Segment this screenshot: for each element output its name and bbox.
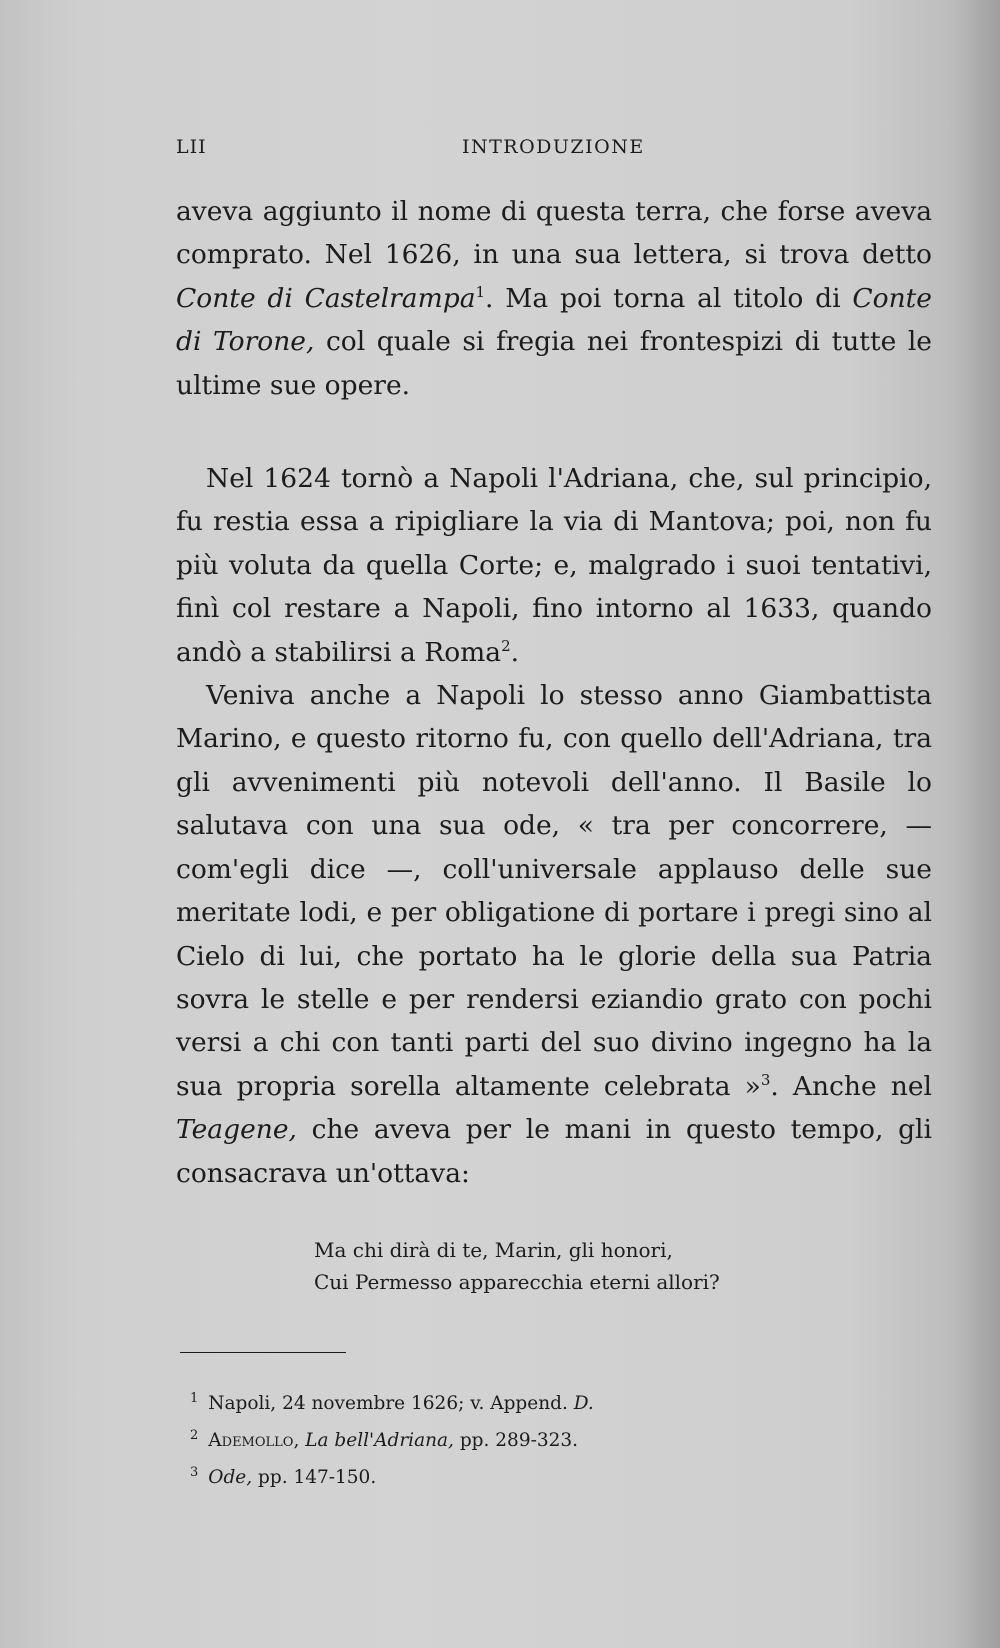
footnote-number: 2 — [190, 1427, 199, 1443]
running-title: INTRODUZIONE — [462, 136, 645, 158]
italic-run: Conte di Torone, — [176, 282, 932, 358]
footnote-text: pp. 289-323. — [453, 1430, 579, 1451]
paragraph-3 — [176, 674, 932, 1195]
paragraph-1 — [176, 190, 932, 407]
footnote-2 — [190, 1422, 790, 1459]
text-run: Veniva anche a Napoli lo stesso anno Giambattista Marino, e questo ritorno fu, con quello dell'Adriana, tra gli avvenimenti più notevoli dell'anno. Il Basile lo salutava con una sua ode, « tra per concorrere, — com'egli dice —, coll'universale applauso delle sue meritate lodi, e per obligatione di portare i pregi sino al Cielo di lui, che portato ha le glorie della sua Patria sovra le stelle e per rendersi eziandio grato con pochi versi a chi con tanti parti del suo divino ingegno ha la sua propria sorella altamente celebrata » — [176, 680, 932, 1102]
footnote-italic: Ode, — [208, 1467, 253, 1488]
footnote-ref: 2 — [501, 636, 511, 655]
text-run: col quale si fregia nei frontespizi di tutte le ultime sue opere. — [176, 326, 932, 401]
verse-quote — [314, 1234, 834, 1298]
footnote-author: Ademollo, — [208, 1430, 300, 1451]
body-text — [176, 190, 932, 1195]
footnote-ref: 3 — [760, 1070, 771, 1089]
text-run: che aveva per le mani in questo tempo, gli consacrava un'ottava: — [176, 1114, 932, 1189]
text-run: Nel 1624 tornò a Napoli l'Adriana, che, sul principio, fu restia essa a ripigliare la via di Mantova; poi, non fu più voluta da quella Corte; e, malgrado i suoi tentativi, finì col restare a Napoli, fino intorno al 1633, quando andò a stabilirsi a Roma — [176, 463, 932, 668]
text-run: . Anche nel — [770, 1070, 932, 1102]
verse-line: Ma chi dirà di te, Marin, gli honori, — [314, 1238, 673, 1262]
text-run: . Ma poi torna al titolo di — [485, 282, 853, 314]
footnote-ref: 1 — [475, 282, 486, 301]
footnote-italic: La bell'Adriana, — [305, 1430, 454, 1451]
footnotes — [190, 1385, 790, 1496]
footnote-1 — [190, 1385, 790, 1422]
footnote-3 — [190, 1459, 790, 1496]
text-run: aveva aggiunto il nome di questa terra, che forse aveva comprato. Nel 1626, in una sua lettera, si trova detto — [176, 196, 932, 271]
page-header — [176, 136, 936, 166]
footnote-text: pp. 147-150. — [252, 1467, 377, 1488]
text-run: . — [510, 636, 520, 668]
footnote-text: Napoli, 24 novembre 1626; v. Append. — [208, 1393, 574, 1414]
footnote-italic: D. — [573, 1393, 594, 1414]
footnote-number: 3 — [190, 1464, 199, 1480]
paragraph-2 — [176, 457, 932, 674]
italic-run: Conte di Castelrampa — [176, 282, 476, 314]
italic-run: Teagene, — [176, 1114, 297, 1146]
page-number: LII — [176, 136, 207, 158]
verse-line: Cui Permesso apparecchia eterni allori? — [314, 1270, 720, 1294]
footnote-rule — [180, 1352, 346, 1353]
footnote-number: 1 — [190, 1390, 199, 1406]
